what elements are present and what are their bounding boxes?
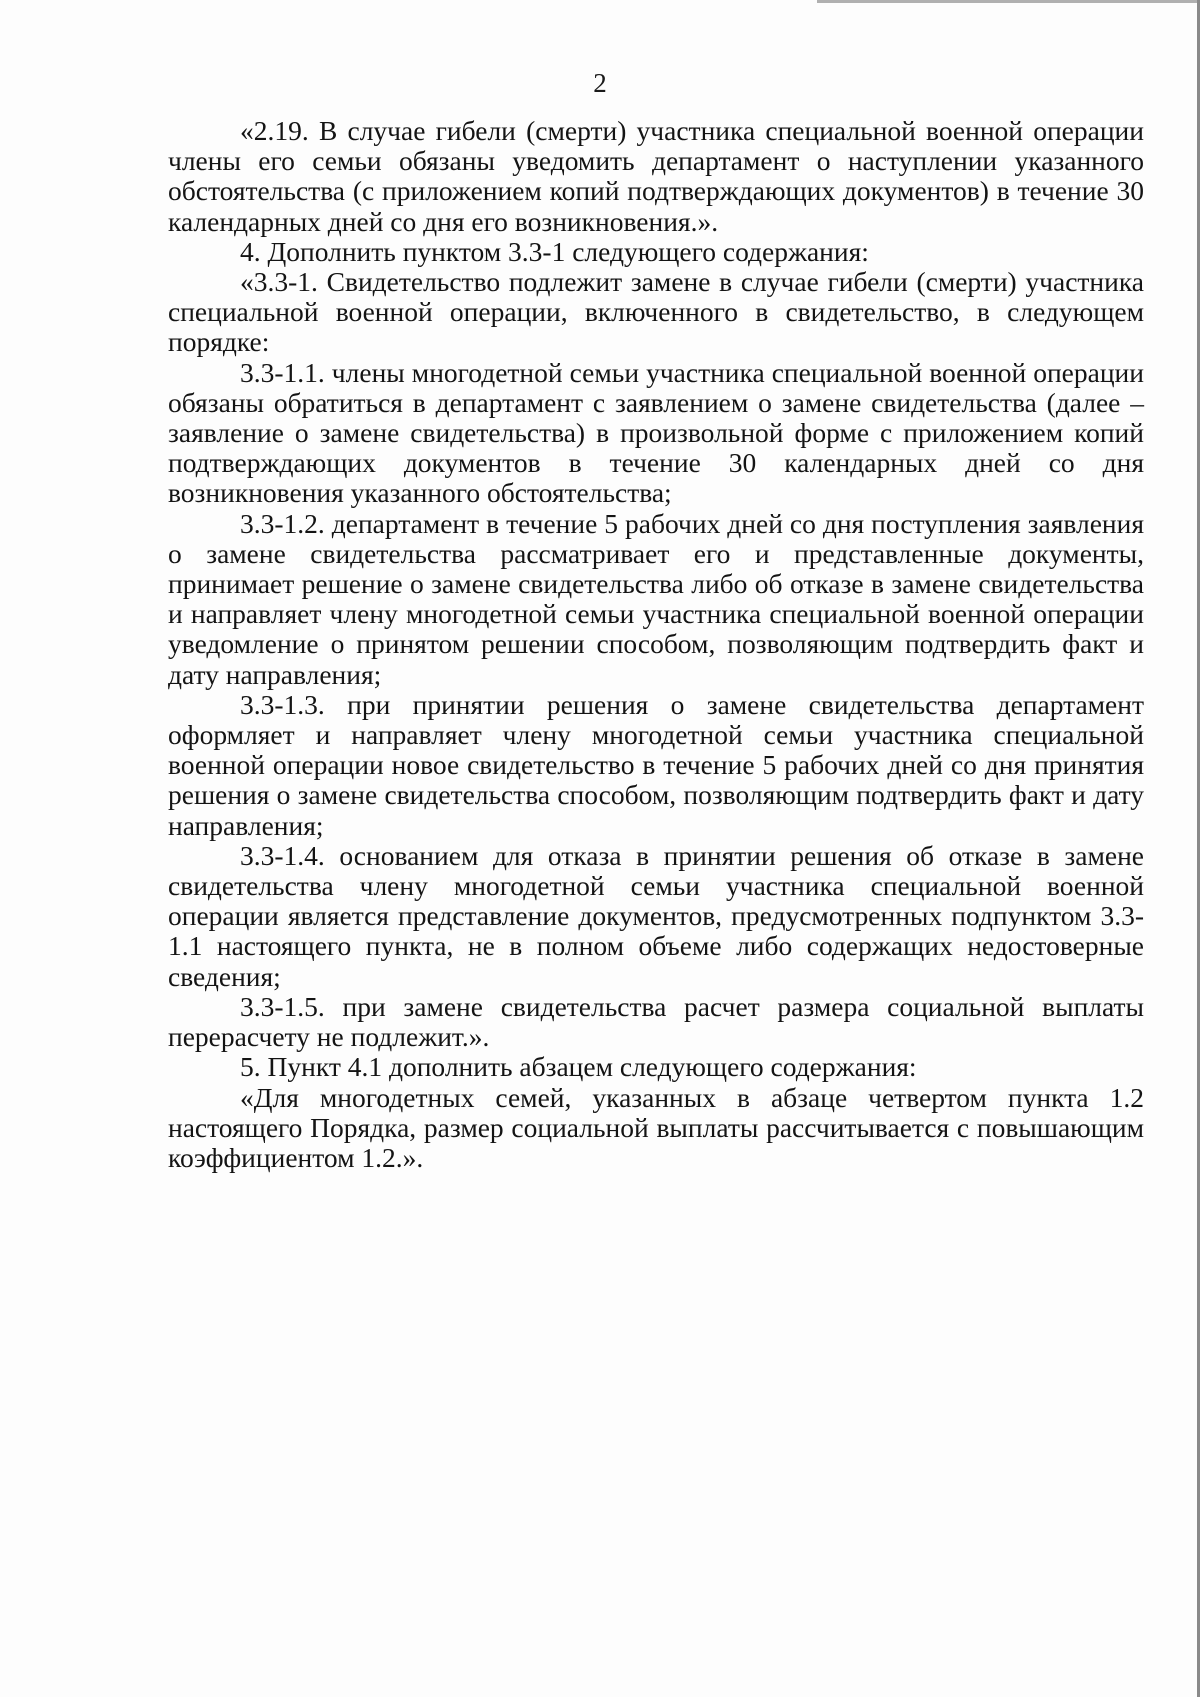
paragraph-quoted-addition: «Для многодетных семей, указанных в абзаце четвертом пункта 1.2 настоящего Порядка, размер социальной выплаты рассчитывается с повышающим коэффициентом 1.2.». [168,1081,1144,1173]
page-edge-shadow [817,0,1197,3]
paragraph-3-3-1-2: 3.3-1.2. департамент в течение 5 рабочих дней со дня поступления заявления о замене свидетельства рассматривает его и представленные документы, принимает решение о замене свидетельства либо об отказе в замене свидетельства и направляет члену многодетной семьи участника специальной военной операции уведомление о принятом решении способом, позволяющим подтвердить факт и дату направления; [168,507,1144,690]
paragraph-3-3-1-4: 3.3-1.4. основанием для отказа в принятии решения об отказе в замене свидетельства члену многодетной семьи участника специальной военной операции является представление документов, предусмотренных подпунктом 3.3-1.1 настоящего пункта, не в полном объеме либо содержащих недостоверные сведения; [168,839,1144,992]
paragraph-3-3-1-1: 3.3-1.1. члены многодетной семьи участника специальной военной операции обязаны обратиться в департамент с заявлением о замене свидетельства (далее – заявление о замене свидетельства) в произвольной форме с приложением копий подтверждающих документов в течение 30 календарных дней со дня возникновения указанного обстоятельства; [168,356,1144,509]
paragraph-3-3-1: «3.3-1. Свидетельство подлежит замене в случае гибели (смерти) участника специальной военной операции, включенного в свидетельство, в следующем порядке: [168,266,1144,358]
paragraph-3-3-1-3: 3.3-1.3. при принятии решения о замене свидетельства департамент оформляет и направляет члену многодетной семьи участника специальной военной операции новое свидетельство в течение 5 рабочих дней со дня принятия решения о замене свидетельства способом, позволяющим подтвердить факт и дату направления; [168,688,1144,841]
paragraph-3-3-1-5: 3.3-1.5. при замене свидетельства расчет размера социальной выплаты перерасчету не подлежит.». [168,990,1144,1053]
paragraph-2-19: «2.19. В случае гибели (смерти) участника специальной военной операции члены его семьи обязаны уведомить департамент о наступлении указанного обстоятельства (с приложением копий подтверждающих документов) в течение 30 календарных дней со дня его возникновения.». [168,115,1144,237]
paragraph-item-5: 5. Пункт 4.1 дополнить абзацем следующего содержания: [240,1051,917,1083]
paragraph-item-4: 4. Дополнить пунктом 3.3-1 следующего содержания: [240,235,869,267]
document-body [168,116,1144,1173]
page-number: 2 [593,68,607,98]
